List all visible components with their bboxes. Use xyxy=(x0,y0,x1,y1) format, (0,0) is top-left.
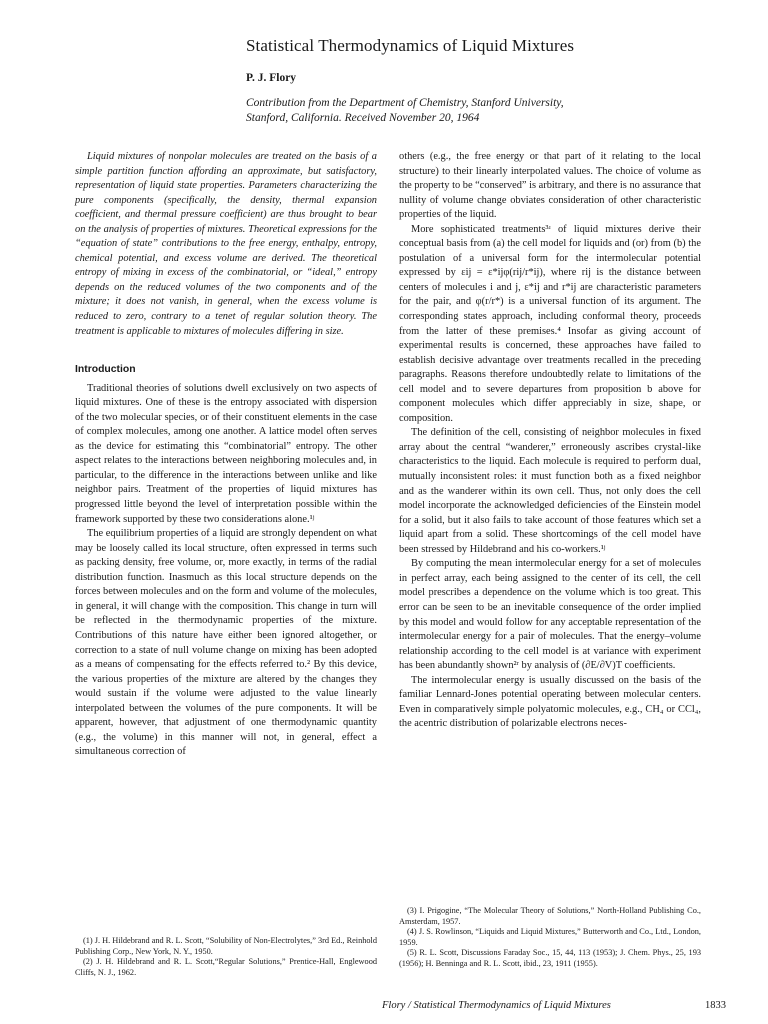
affiliation-line-2: Stanford, California. Received November 20, 1964 xyxy=(246,112,480,124)
left-column xyxy=(75,150,377,760)
page-footer xyxy=(382,1000,726,1011)
footnote: (5) R. L. Scott, Discussions Faraday Soc., 15, 44, 113 (1953); J. Chem. Phys., 25, 193 (1956); H. Benninga and R. L. Scott, ibid., 23, 1911 (1955). xyxy=(399,948,701,968)
footnote: (4) J. S. Rowlinson, “Liquids and Liquid Mixtures,” Butterworth and Co., Ltd., London, 1959. xyxy=(399,927,701,947)
paragraph: The definition of the cell, consisting of neighbor molecules in fixed array about the central “wanderer,” erroneously ascribes crystal-like characteristics to the liquid. Each molecule is required to perform dual, mutually inconsistent roles: it must function both as a fixed neighbor and as the wanderer within its own cell. Thus, not only does the cell model incorporate the acknowledged deficiencies of the Einstein model for a solid, but it also fails to take account of those features which set a liquid apart from a solid. These shortcomings of the cell model have been stressed by Hildebrand and his co-workers.¹ʲ xyxy=(399,427,701,555)
running-head: Flory / Statistical Thermodynamics of Liquid Mixtures xyxy=(382,1000,611,1011)
paragraph: others (e.g., the free energy or that part of it relating to the local structure) to their linearly interpolated values. The choice of volume as the property to be “conserved” is arbitrary, and there is no assurance that nullity of volume change obviates consideration of other characteristic properties of the liquid. xyxy=(399,151,701,221)
paragraph: By computing the mean intermolecular energy for a set of molecules in perfect array, each being assigned to the center of its cell, the cell model prescribes a dependence on the volume which is too great. This error can be seen to be an inevitable consequence of the order implied by this model and would follow for any acceptable representation of the intermolecular energy for a pair of molecules. That the energy–volume relationship according to the cell model is at variance with experiment has been abundantly shown²ʳ by analysis of (∂E/∂V)T coefficients. xyxy=(399,558,701,672)
paragraph: Traditional theories of solutions dwell exclusively on two aspects of liquid mixtures. One of these is the entropy associated with dispersion of the two molecular species, or of their constituent elements in the case of complex molecules, among one another. A lattice model often serves as the device for estimating this “combinatorial” entropy. The other aspect relates to the interactions between neighboring molecules and, in particular, to the difference in the interactions between unlike and like neighbor pairs. Treatment of the properties of liquid mixtures has progressed little beyond the level of interpretation possible within the framework supported by these two considerations alone.¹ʲ xyxy=(75,382,377,525)
footnote: (3) I. Prigogine, “The Molecular Theory of Solutions,” North-Holland Publishing Co., Amsterdam, 1957. xyxy=(399,906,701,926)
article-title: Statistical Thermodynamics of Liquid Mixtures xyxy=(246,36,575,55)
paragraph: The intermolecular energy is usually discussed on the basis of the familiar Lennard-Jones potential operating between molecular centers. Even in comparatively simple polyatomic molecules, e.g., CH₄ or CCl₄, the acentric distribution of polarizable electrons neces- xyxy=(399,674,701,730)
footnote: (1) J. H. Hildebrand and R. L. Scott, “Solubility of Non-Electrolytes,” 3rd Ed., Reinhold Publishing Corp., New York, N. Y., 1950. xyxy=(75,936,377,956)
abstract: Liquid mixtures of nonpolar molecules are treated on the basis of a simple partition function affording an approximate, but satisfactory, representation of liquid state properties. Parameters characterizing the pure components (specifically, the density, thermal expansion coefficient, and thermal pressure coefficient) are thus brought to bear on the analysis of properties of mixtures. Theoretical expressions for the “equation of state” contributions to the free energy, enthalpy, entropy, chemical potential, and excess volume are derived. The theoretical entropy of mixing in excess of the combinatorial, or “ideal,” entropy depends on the reduced volumes of the two components and of the mixture; it does not vanish, in general, when the excess volume is reduced to zero, contrary to a tenet of regular solution theory. The treatment is applicable to mixtures of molecules differing in size. xyxy=(75,151,377,337)
affiliation-line-1: Contribution from the Department of Chemistry, Stanford University, xyxy=(246,97,564,109)
footnote: (2) J. H. Hildebrand and R. L. Scott,“Regular Solutions,” Prentice-Hall, Englewood Cliffs, N. J., 1962. xyxy=(75,957,377,977)
affiliation xyxy=(246,96,746,126)
footnotes-right xyxy=(399,906,701,970)
paragraph: More sophisticated treatments³ʴ of liquid mixtures derive their conceptual basis from (a) the cell model for liquids and (or) from (b) the postulation of a universal form for the intermolecular potential expressed by εij = ε*ijφ(rij/r*ij), where rij is the distance between centers of molecules i and j, ε*ij and r*ij are characteristic parameters for the pair, and φ(r/r*) is a universal function of its argument. The corresponding states approach, including conformal theory, proceeds from the latter of these premises.⁴ Insofar as giving account of experimental results is concerned, these approaches have failed to establish decisive advantage over treatments recalled in the preceding paragraphs. Reasons therefore undoubtedly relate to limitations of the cell model and to severe departures from proposition b above for component molecules which differ appreciably in size, shape, or composition. xyxy=(399,223,701,424)
right-column xyxy=(399,150,701,732)
author-name: P. J. Flory xyxy=(246,72,297,84)
footnotes-left xyxy=(75,936,377,978)
paragraph: The equilibrium properties of a liquid are strongly dependent on what may be loosely called its local structure, often expressed in terms such as packing density, free volume, or, more exactly, in terms of the radial distribution function. Inasmuch as this local structure depends on the forces between molecules and on the form and volume of the molecules, in general, it will change with the composition. This change in turn will be reflected in the thermodynamic properties of the mixture. Contributions of this nature have either been ignored altogether, or correction to a state of null volume change on mixing has been adopted as a means of compensating for the effects referred to.² By this device, the various properties of the mixture are altered by the changes they would sustain if the volume were adjusted to the value linearly interpolated between the volumes of the pure components. It will be apparent, however, that adjustment of one thermodynamic quantity (e.g., the volume) in this manner will not, in general, effect a simultaneous correction of xyxy=(75,528,377,758)
section-heading-introduction: Introduction xyxy=(75,364,136,376)
page-number: 1833 xyxy=(705,1000,726,1011)
